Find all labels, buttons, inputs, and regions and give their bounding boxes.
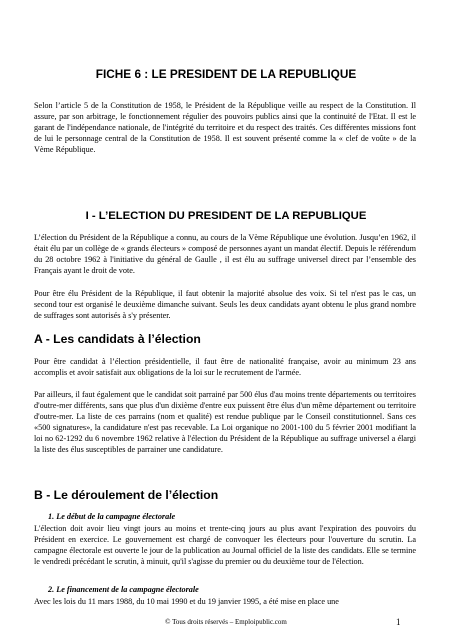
candidates-paragraph-2: Par ailleurs, il faut également que le candidat soit parrainé par 500 élus d'au moins trente départements ou territoires d'outre-mer différents, sans que plus d'un dixième d'entre eux puissent être élus d'un même département ou territoire d'outre-mer. La liste de ces parrains (nom et qualité) est rendue publique par le Conseil constitutionnel. Sans ces «500 signatures», la candidature n'est pas recevable. La Loi organique no 2001-100 du 5 février 2001 modifiant la loi no 62-1292 du 6 novembre 1962 relative à l'élection du Président de la République au suffrage universel a élargi la liste des élus susceptibles de parrainer une candidature.	[34, 390, 416, 455]
election-paragraph-1: L’élection du Président de la République a connu, au cours de la Vème République une évolution. Jusqu’en 1962, il était élu par un collège de « grands électeurs » composé de personnes ayant un mandat électif. Depuis le référendum du 28 octobre 1962 à l'initiative du général de Gaulle , il est élu au suffrage universel direct par l’ensemble des Français ayant le droit de vote.	[34, 233, 416, 276]
intro-paragraph: Selon l’article 5 de la Constitution de 1958, le Président de la République veille au respect de la Constitution. Il assure, par son arbitrage, le fonctionnement régulier des pouvoirs publics ainsi que la continuité de l'Etat. Il est le garant de l'indépendance nationale, de l'intégrité du territoire et du respect des traités. Ces différentes missions font de lui le personnage central de la Constitution de 1958. Il est souvent présenté comme la « clef de voûte » de la Vème République.	[34, 101, 416, 155]
section-heading-election: I - L’ELECTION DU PRESIDENT DE LA REPUBLIQUE	[85, 210, 367, 222]
page-title: FICHE 6 : LE PRESIDENT DE LA REPUBLIQUE	[95, 67, 357, 81]
candidates-paragraph-1: Pour être candidat à l’élection présidentielle, il faut être de nationalité française, avoir au minimum 23 ans accomplis et avoir satisfait aux obligations de la loi sur le recrutement de l'armée.	[34, 357, 416, 378]
subsection-heading-candidates: A - Les candidats à l’élection	[34, 332, 201, 346]
subsection-heading-process: B - Le déroulement de l’élection	[34, 488, 219, 502]
footer-copyright: © Tous droits réservés – Emploipublic.com	[165, 618, 287, 626]
campaign-funding-paragraph: Avec les lois du 11 mars 1988, du 10 mai 1990 et du 19 janvier 1995, a été mise en place une	[34, 597, 339, 606]
election-paragraph-2: Pour être élu Président de la République, il faut obtenir la majorité absolue des voix. Si tel n'est pas le cas, un second tour est organisé le deuxième dimanche suivant. Seuls les deux candidats ayant obtenu le plus grand nombre de suffrages sont autorisés à s'y présenter.	[34, 289, 416, 321]
campaign-start-paragraph: L'élection doit avoir lieu vingt jours au moins et trente-cinq jours au plus avant l'expiration des pouvoirs du Président en exercice. Le gouvernement est chargé de convoquer les électeurs pour l'ouverture du scrutin. La campagne électorale est ouverte le jour de la publication au Journal officiel de la liste des candidats. Elle se termine le vendredi précédant le scrutin, à minuit, qu'il s'agisse du premier ou du deuxième tour de l'élection.	[34, 524, 416, 567]
page-number: 1	[396, 617, 401, 627]
campaign-funding-title: 2. Le financement de la campagne électorale	[48, 585, 199, 594]
campaign-start-title: 1. Le début de la campagne électorale	[48, 512, 176, 521]
